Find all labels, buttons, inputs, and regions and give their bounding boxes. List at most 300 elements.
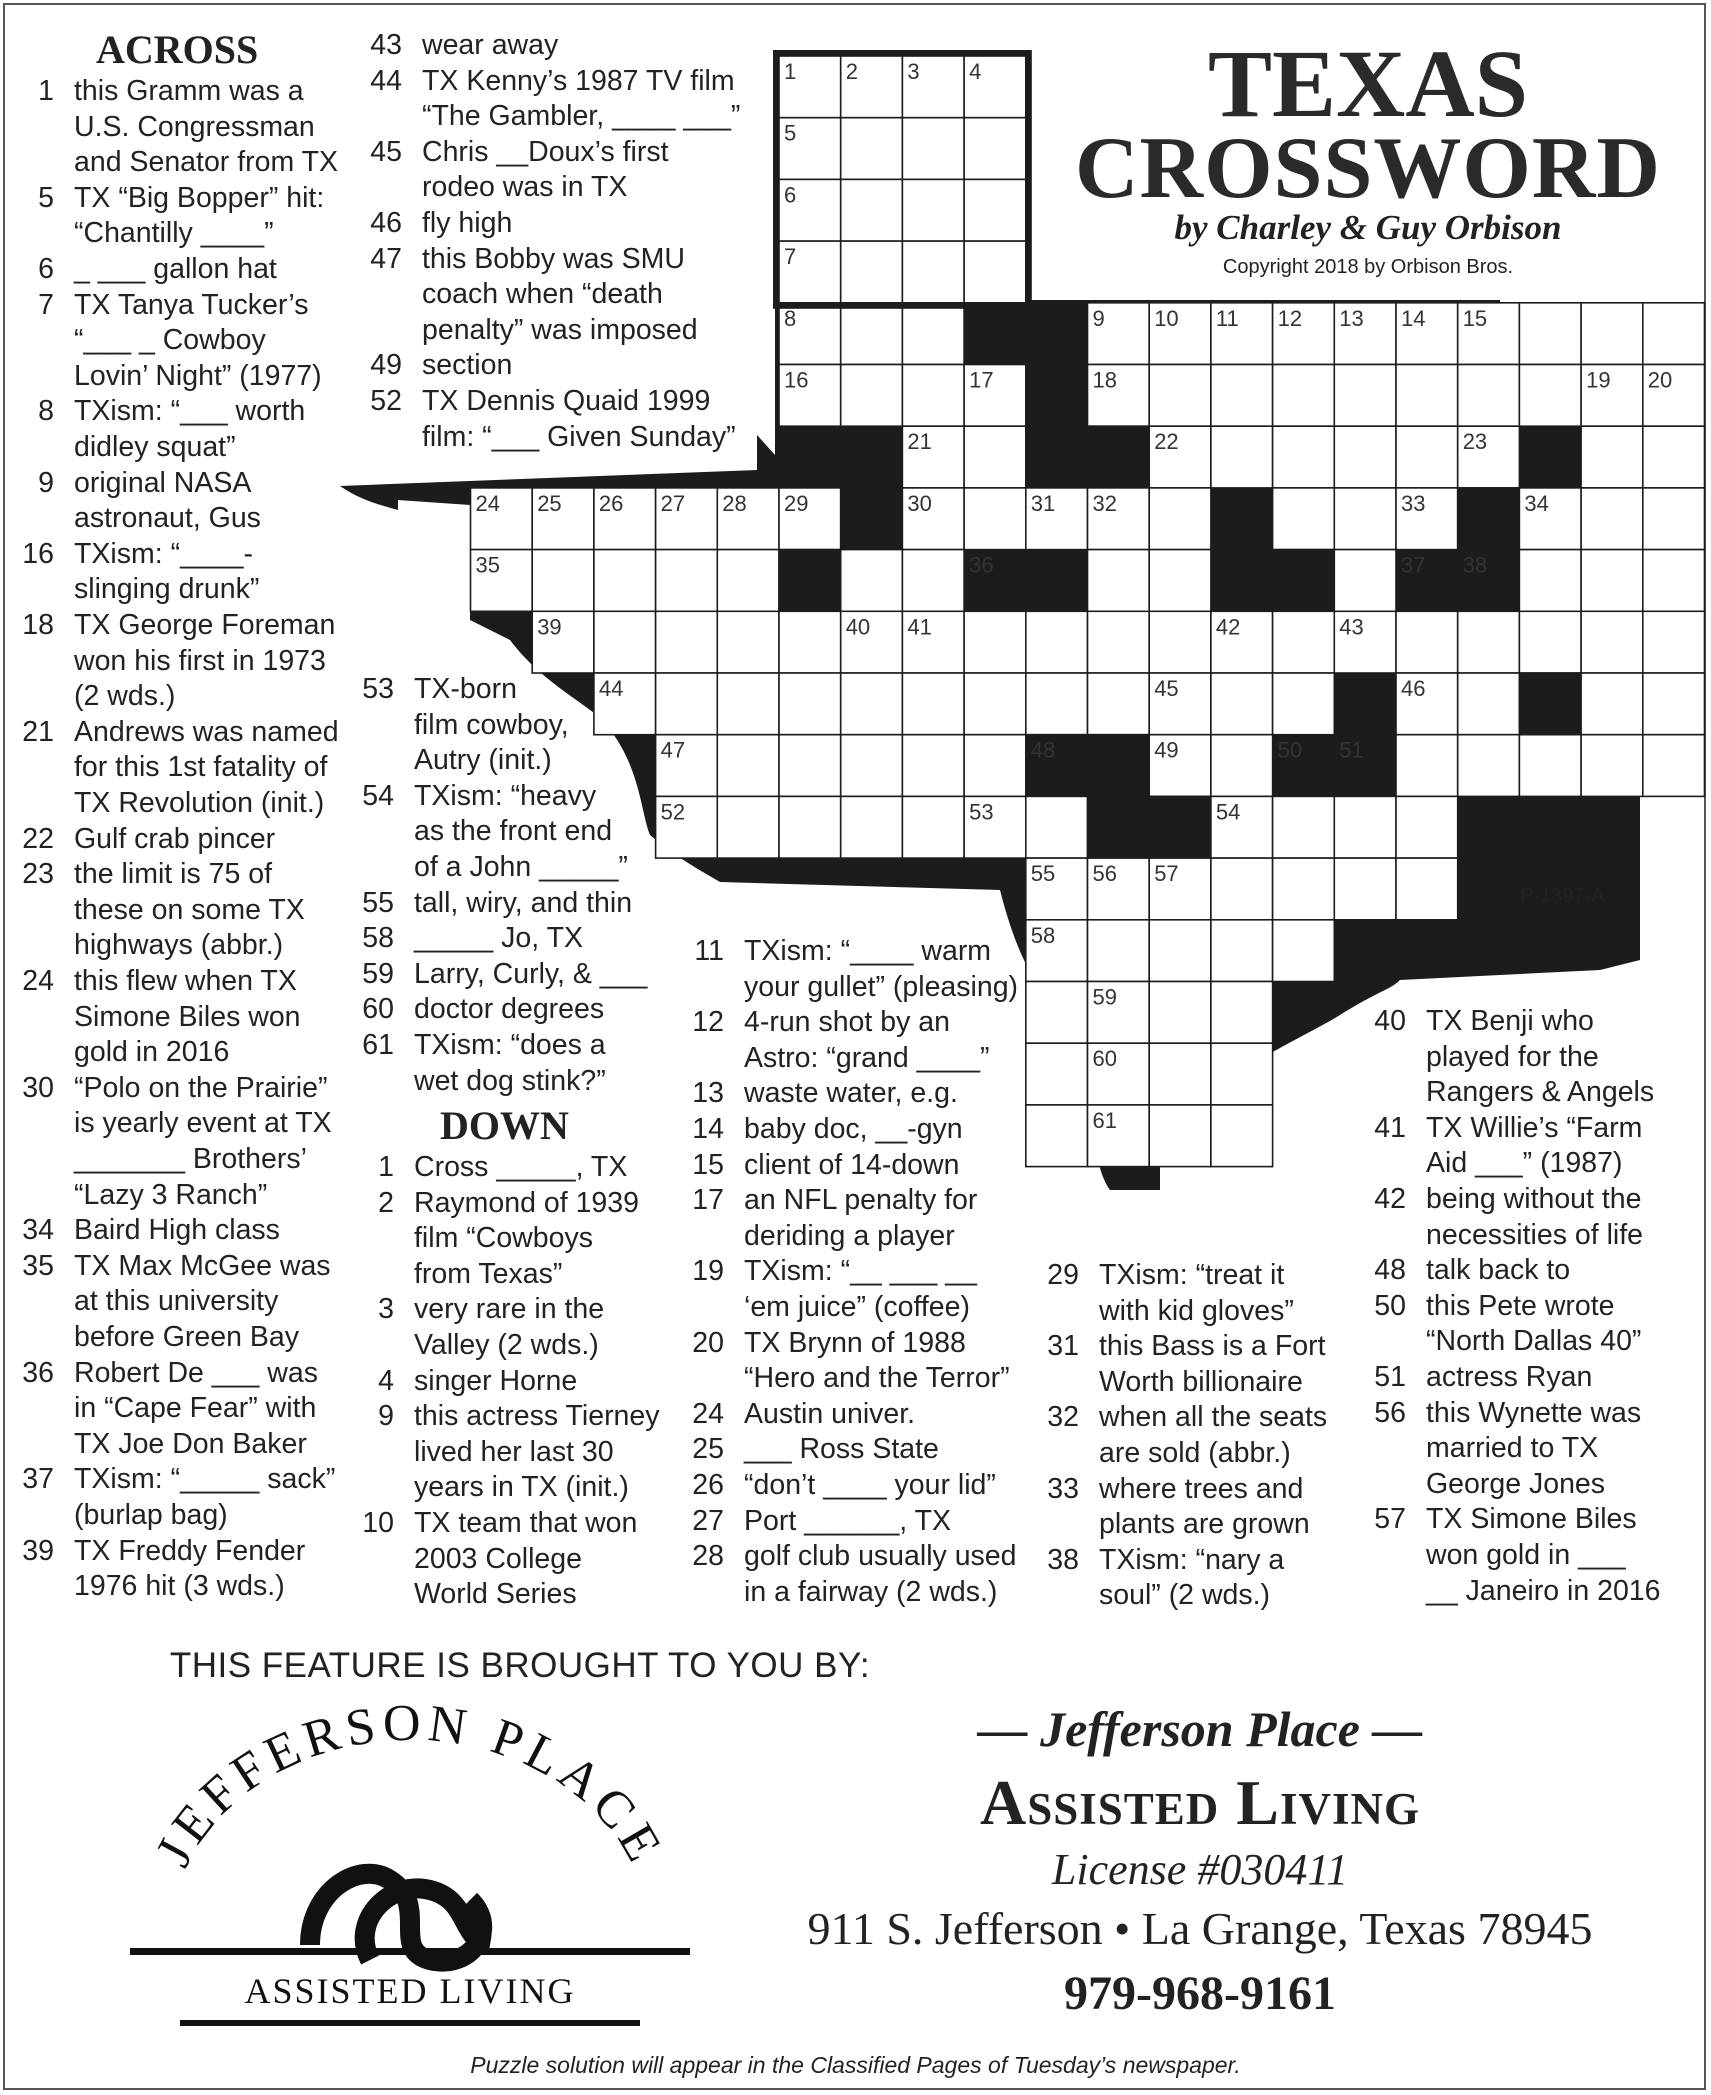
grid-cell[interactable]	[1643, 426, 1705, 488]
across-clue-60	[360, 992, 604, 1028]
clue-number: 19	[692, 1255, 724, 1288]
clue-number: 41	[1374, 1111, 1406, 1144]
clue-text: in “Cape Fear” with	[74, 1392, 317, 1425]
clue-text: World Series	[414, 1578, 577, 1611]
grid-cell[interactable]	[594, 550, 656, 612]
grid-cell[interactable]	[1643, 735, 1705, 797]
grid-cell[interactable]	[1581, 426, 1643, 488]
grid-cell[interactable]	[1026, 1105, 1088, 1167]
clue-text: film “Cowboys	[414, 1222, 593, 1255]
cell-number: 46	[1401, 676, 1426, 701]
grid-cell[interactable]	[841, 179, 903, 241]
grid-cell[interactable]	[1334, 796, 1396, 858]
grid-cell[interactable]	[964, 735, 1026, 797]
across-header: ACROSS	[96, 27, 259, 72]
clue-text: Valley (2 wds.)	[414, 1328, 599, 1361]
grid-cell[interactable]	[1334, 426, 1396, 488]
grid-cell[interactable]	[1458, 735, 1520, 797]
across-clue-8	[20, 394, 305, 465]
grid-cell[interactable]	[1519, 550, 1581, 612]
grid-cell[interactable]	[1396, 426, 1458, 488]
down-clue-57	[1372, 1502, 1661, 1609]
clue-text: won gold in ___	[1426, 1538, 1626, 1571]
clue-number: 11	[694, 935, 724, 967]
clue-text: wet dog stink?”	[414, 1064, 606, 1097]
clue-text: your gullet” (pleasing)	[744, 970, 1019, 1003]
clue-text: TX Freddy Fender	[74, 1534, 306, 1567]
cell-number: 60	[1092, 1046, 1117, 1072]
grid-cell[interactable]	[1273, 858, 1335, 920]
grid-block	[1088, 426, 1150, 488]
cell-number: 2	[845, 59, 858, 84]
across-clue-18	[20, 608, 335, 715]
grid-cell[interactable]	[1581, 735, 1643, 797]
grid-cell[interactable]	[902, 303, 964, 365]
grid-cell[interactable]	[1396, 735, 1458, 797]
clue-number: 1	[38, 75, 54, 107]
clue-number: 50	[1374, 1289, 1406, 1322]
clue-text: this Bass is a Fort	[1099, 1330, 1326, 1363]
grid-cell[interactable]	[1211, 1105, 1273, 1167]
cell-number: 53	[969, 799, 994, 825]
cell-number: 51	[1339, 737, 1364, 763]
cell-number: 48	[1030, 737, 1056, 763]
across-clue-36	[20, 1356, 318, 1463]
cell-number: 35	[475, 552, 500, 578]
cell-number: 17	[969, 367, 994, 393]
across-clue-46	[368, 206, 512, 242]
sponsor-address: 911 S. Jefferson • La Grange, Texas 78945	[807, 1903, 1593, 1954]
across-clue-6	[20, 252, 277, 288]
grid-cell[interactable]	[1026, 673, 1088, 735]
clue-number: 53	[362, 673, 394, 705]
clue-number: 45	[370, 135, 402, 168]
clue-text: film cowboy,	[414, 708, 569, 741]
clue-text: (burlap bag)	[74, 1498, 228, 1531]
clue-text: baby doc, __-gyn	[744, 1113, 963, 1145]
grid-cell[interactable]	[1211, 365, 1273, 427]
down-header: DOWN	[440, 1103, 569, 1148]
clue-number: 39	[22, 1534, 54, 1567]
grid-cell[interactable]	[1273, 920, 1335, 982]
grid-cell[interactable]	[1026, 1043, 1088, 1105]
down-clue-20	[690, 1326, 1010, 1397]
grid-cell[interactable]	[1149, 550, 1211, 612]
clue-text: this Wynette was	[1426, 1396, 1642, 1429]
grid-block	[1088, 796, 1150, 858]
grid-cell[interactable]	[841, 303, 903, 365]
clue-number: 1	[378, 1151, 394, 1183]
cell-number: 4	[969, 59, 982, 84]
clue-text: Worth billionaire	[1099, 1365, 1303, 1398]
clue-text: Austin univer.	[744, 1397, 916, 1430]
clue-number: 34	[22, 1214, 54, 1247]
grid-cell[interactable]	[1458, 365, 1520, 427]
sponsor-name: Assisted Living	[979, 1767, 1421, 1838]
cell-number: 54	[1215, 799, 1241, 825]
clue-text: _______ Brothers’	[74, 1142, 307, 1175]
grid-cell[interactable]	[841, 550, 903, 612]
grid-cell[interactable]	[1273, 673, 1335, 735]
cell-number: 22	[1154, 429, 1179, 455]
down-clue-12	[690, 1005, 990, 1076]
down-clue-42	[1372, 1182, 1643, 1253]
clue-text: Lovin’ Night” (1977)	[74, 359, 322, 392]
cell-number: 43	[1339, 614, 1364, 640]
grid-cell[interactable]	[1458, 611, 1520, 673]
clue-text: deriding a player	[744, 1219, 955, 1252]
clue-text: these on some TX	[74, 893, 305, 926]
grid-cell[interactable]	[964, 488, 1026, 550]
grid-cell[interactable]	[1334, 858, 1396, 920]
clue-number: 26	[692, 1469, 724, 1501]
cell-number: 8	[784, 305, 797, 331]
down-clue-32	[1045, 1400, 1327, 1471]
grid-cell[interactable]	[1088, 920, 1150, 982]
cell-number: 16	[784, 367, 809, 393]
clue-text: Port ______, TX	[744, 1504, 952, 1537]
clue-number: 14	[692, 1113, 724, 1145]
grid-cell[interactable]	[1519, 611, 1581, 673]
grid-cell[interactable]	[1211, 1043, 1273, 1105]
grid-cell[interactable]	[1026, 982, 1088, 1044]
clue-text: TXism: “___ worth	[74, 395, 306, 428]
clue-number: 33	[1047, 1472, 1079, 1505]
grid-cell[interactable]	[1026, 611, 1088, 673]
puzzle-code: P-1397-A	[1520, 885, 1605, 907]
clue-number: 24	[22, 965, 54, 997]
clue-number: 22	[22, 822, 54, 855]
grid-cell[interactable]	[779, 673, 841, 735]
clue-text: “Hero and the Terror”	[744, 1362, 1010, 1395]
clue-text: doctor degrees	[414, 993, 605, 1026]
clue-text: “Chantilly ____”	[74, 217, 274, 250]
grid-cell[interactable]	[902, 796, 964, 858]
grid-cell[interactable]	[779, 735, 841, 797]
clue-text: waste water, e.g.	[744, 1077, 958, 1110]
clue-text: of a John _____”	[414, 850, 628, 883]
grid-block	[1026, 550, 1088, 612]
cell-number: 39	[537, 614, 562, 640]
cell-number: 38	[1462, 552, 1488, 578]
grid-cell[interactable]	[779, 611, 841, 673]
sponsor-license: License #030411	[1051, 1845, 1349, 1894]
cell-number: 41	[907, 614, 932, 640]
clue-number: 8	[38, 395, 54, 428]
grid-cell[interactable]	[841, 673, 903, 735]
clue-text: are sold (abbr.)	[1099, 1436, 1291, 1469]
grid-cell[interactable]	[1149, 611, 1211, 673]
grid-cell[interactable]	[902, 118, 964, 180]
grid-cell[interactable]	[1088, 550, 1150, 612]
cell-number: 26	[598, 490, 624, 516]
clue-text: “Polo on the Prairie”	[74, 1071, 328, 1104]
clue-text: Raymond of 1939	[414, 1186, 639, 1219]
clue-text: “___ _ Cowboy	[74, 324, 266, 357]
down-clue-1	[360, 1150, 627, 1186]
clue-text: before Green Bay	[74, 1320, 299, 1353]
clue-text: TX Simone Biles	[1426, 1503, 1637, 1536]
clue-number: 2	[378, 1186, 394, 1219]
clue-number: 6	[38, 253, 54, 285]
clue-text: ‘em juice” (coffee)	[744, 1290, 970, 1323]
grid-block	[1458, 488, 1520, 550]
copyright: Copyright 2018 by Orbison Bros.	[1222, 256, 1514, 278]
grid-cell[interactable]	[841, 735, 903, 797]
grid-cell[interactable]	[1334, 365, 1396, 427]
grid-cell[interactable]	[717, 796, 779, 858]
grid-cell[interactable]	[1149, 1043, 1211, 1105]
grid-cell[interactable]	[1149, 365, 1211, 427]
clue-text: TX Brynn of 1988	[744, 1326, 966, 1359]
grid-cell[interactable]	[964, 611, 1026, 673]
clue-text: at this university	[74, 1285, 279, 1318]
clue-text: penalty” was imposed	[422, 313, 698, 346]
down-clue-9	[360, 1399, 660, 1506]
clue-text: lived her last 30	[414, 1435, 614, 1468]
grid-cell[interactable]	[1273, 426, 1335, 488]
grid-cell[interactable]	[1334, 488, 1396, 550]
clue-text: TX Willie’s “Farm	[1426, 1111, 1643, 1144]
grid-cell[interactable]	[841, 796, 903, 858]
cell-number: 45	[1154, 676, 1179, 701]
cell-number: 9	[1092, 305, 1105, 331]
grid-cell[interactable]	[1519, 365, 1581, 427]
cell-number: 49	[1154, 737, 1179, 763]
clue-number: 56	[1374, 1396, 1406, 1429]
clue-number: 43	[370, 29, 402, 61]
across-clue-5	[20, 181, 324, 252]
clue-text: Andrews was named	[74, 715, 339, 748]
clue-number: 29	[1047, 1259, 1079, 1291]
clue-text: in a fairway (2 wds.)	[744, 1575, 998, 1608]
clue-number: 42	[1374, 1183, 1406, 1215]
across-clue-52	[368, 384, 736, 455]
clue-number: 31	[1047, 1330, 1079, 1363]
grid-cell[interactable]	[1211, 735, 1273, 797]
clue-text: TX-born	[414, 673, 517, 705]
clue-text: Larry, Curly, & ___	[414, 957, 648, 990]
cell-number: 14	[1401, 305, 1426, 331]
grid-cell[interactable]	[1273, 365, 1335, 427]
cell-number: 47	[660, 737, 686, 763]
clue-text: TX Dennis Quaid 1999	[422, 385, 711, 417]
grid-cell[interactable]	[964, 179, 1026, 241]
down-clue-38	[1045, 1543, 1284, 1614]
grid-cell[interactable]	[1519, 303, 1581, 365]
grid-cell[interactable]	[1396, 365, 1458, 427]
grid-cell[interactable]	[1211, 426, 1273, 488]
clue-number: 51	[1374, 1361, 1406, 1393]
down-clue-13	[690, 1076, 958, 1112]
grid-cell[interactable]	[1149, 982, 1211, 1044]
grid-block	[1026, 426, 1088, 488]
grid-cell[interactable]	[532, 550, 594, 612]
clue-text: is yearly event at TX	[74, 1107, 332, 1140]
grid-cell[interactable]	[1643, 673, 1705, 735]
jefferson-place-logo	[130, 1700, 690, 2030]
grid-cell[interactable]	[1519, 735, 1581, 797]
grid-cell[interactable]	[1643, 550, 1705, 612]
grid-cell[interactable]	[1211, 982, 1273, 1044]
clue-number: 12	[692, 1006, 724, 1039]
grid-block	[779, 426, 841, 488]
grid-cell[interactable]	[902, 179, 964, 241]
clue-text: highways (abbr.)	[74, 929, 284, 962]
grid-cell[interactable]	[656, 550, 718, 612]
clue-text: played for the	[1426, 1040, 1599, 1073]
across-clue-59	[360, 957, 647, 993]
grid-cell[interactable]	[717, 611, 779, 673]
clue-text: and Senator from TX	[74, 146, 339, 179]
title-line1: TEXAS	[1207, 30, 1529, 137]
grid-cell[interactable]	[1334, 550, 1396, 612]
grid-cell[interactable]	[1273, 611, 1335, 673]
clue-text: __ Janeiro in 2016	[1426, 1574, 1661, 1607]
clue-text: golf club usually used	[744, 1540, 1017, 1573]
cell-number: 56	[1092, 861, 1117, 887]
across-clue-7	[20, 288, 322, 395]
grid-cell[interactable]	[1149, 920, 1211, 982]
clue-number: 59	[362, 957, 394, 990]
grid-cell[interactable]	[902, 673, 964, 735]
clue-number: 47	[370, 242, 402, 275]
clue-text: Simone Biles won	[74, 1000, 301, 1033]
across-clue-35	[20, 1249, 331, 1356]
clue-text: from Texas”	[414, 1257, 563, 1290]
grid-cell[interactable]	[1581, 611, 1643, 673]
cell-number: 1	[784, 59, 797, 84]
grid-cell[interactable]	[1396, 796, 1458, 858]
cell-number: 3	[907, 59, 920, 84]
clue-text: won his first in 1973	[74, 644, 326, 677]
cell-number: 20	[1647, 367, 1673, 393]
grid-cell[interactable]	[902, 550, 964, 612]
down-clue-24	[690, 1397, 915, 1433]
grid-cell[interactable]	[1088, 673, 1150, 735]
across-clue-23	[20, 857, 305, 964]
clue-number: 54	[362, 779, 394, 812]
grid-cell[interactable]	[1026, 796, 1088, 858]
cell-number: 27	[660, 490, 686, 516]
clue-text: TXism: “does a	[414, 1029, 606, 1061]
grid-cell[interactable]	[1149, 1105, 1211, 1167]
grid-cell[interactable]	[1149, 488, 1211, 550]
clue-number: 20	[692, 1326, 724, 1359]
grid-cell[interactable]	[1273, 796, 1335, 858]
grid-cell[interactable]	[964, 673, 1026, 735]
across-clue-1	[20, 74, 338, 181]
grid-cell[interactable]	[1273, 488, 1335, 550]
clue-number: 55	[362, 886, 394, 919]
grid-cell[interactable]	[1643, 611, 1705, 673]
grid-cell[interactable]	[902, 735, 964, 797]
grid-cell[interactable]	[1211, 858, 1273, 920]
clue-text: for this 1st fatality of	[74, 751, 328, 784]
down-clue-51	[1372, 1360, 1592, 1396]
across-clue-21	[20, 715, 339, 822]
clue-text: _ ___ gallon hat	[74, 253, 277, 285]
cell-number: 11	[1215, 305, 1239, 331]
grid-cell[interactable]	[902, 241, 964, 303]
grid-cell[interactable]	[964, 241, 1026, 303]
grid-cell[interactable]	[1581, 303, 1643, 365]
grid-cell[interactable]	[1581, 550, 1643, 612]
clue-text: this flew when TX	[74, 965, 297, 997]
grid-cell[interactable]	[717, 550, 779, 612]
clue-text: fly high	[422, 207, 513, 239]
grid-cell[interactable]	[717, 735, 779, 797]
across-clue-44	[368, 64, 740, 135]
grid-cell[interactable]	[964, 118, 1026, 180]
clue-text: 2003 College	[414, 1542, 582, 1575]
grid-block	[1026, 303, 1088, 365]
cell-number: 23	[1462, 429, 1488, 455]
grid-cell[interactable]	[779, 796, 841, 858]
grid-cell[interactable]	[1643, 488, 1705, 550]
grid-cell[interactable]	[1396, 611, 1458, 673]
grid-cell[interactable]	[656, 673, 718, 735]
down-clue-19	[690, 1254, 977, 1325]
sponsor-phone: 979-968-9161	[1064, 1967, 1336, 2020]
grid-cell[interactable]	[1211, 920, 1273, 982]
clue-text: “The Gambler, ____ ___”	[422, 100, 741, 133]
down-clue-48	[1372, 1253, 1570, 1289]
grid-cell[interactable]	[964, 426, 1026, 488]
grid-cell[interactable]	[1581, 488, 1643, 550]
grid-cell[interactable]	[1581, 673, 1643, 735]
cell-number: 55	[1030, 861, 1056, 887]
grid-cell[interactable]	[1643, 303, 1705, 365]
clue-text: years in TX (init.)	[414, 1471, 629, 1504]
clue-text: this Gramm was a	[74, 75, 304, 107]
clue-text: this actress Tierney	[414, 1400, 660, 1433]
clue-text: slinging drunk”	[74, 573, 260, 606]
grid-cell[interactable]	[594, 611, 656, 673]
grid-cell[interactable]	[1458, 673, 1520, 735]
grid-cell[interactable]	[841, 241, 903, 303]
cell-number: 13	[1339, 305, 1364, 331]
clue-number: 27	[692, 1504, 724, 1537]
byline: by Charley & Guy Orbison	[1174, 208, 1562, 247]
cell-number: 30	[907, 490, 932, 516]
grid-cell[interactable]	[656, 611, 718, 673]
grid-cell[interactable]	[841, 118, 903, 180]
clue-number: 32	[1047, 1401, 1079, 1434]
clue-number: 38	[1047, 1543, 1079, 1576]
cell-number: 5	[784, 120, 797, 146]
grid-cell[interactable]	[1211, 673, 1273, 735]
cell-number: 15	[1462, 305, 1488, 331]
grid-cell[interactable]	[717, 673, 779, 735]
clue-number: 17	[692, 1184, 724, 1217]
logo-text-bottom: ASSISTED LIVING	[244, 1971, 576, 2011]
grid-cell[interactable]	[902, 365, 964, 427]
clue-number: 18	[22, 609, 54, 641]
clue-number: 57	[1374, 1503, 1406, 1536]
clue-text: Gulf crab pincer	[74, 822, 276, 855]
cell-number: 42	[1215, 614, 1241, 640]
down-clue-10	[360, 1506, 637, 1613]
grid-cell[interactable]	[1396, 858, 1458, 920]
grid-cell[interactable]	[1088, 611, 1150, 673]
clue-text: wear away	[422, 29, 559, 61]
clue-number: 4	[378, 1364, 394, 1397]
across-clue-45	[368, 135, 669, 206]
clue-number: 48	[1374, 1254, 1406, 1287]
grid-cell[interactable]	[841, 365, 903, 427]
clue-text: TXism: “____ warm	[744, 935, 992, 967]
